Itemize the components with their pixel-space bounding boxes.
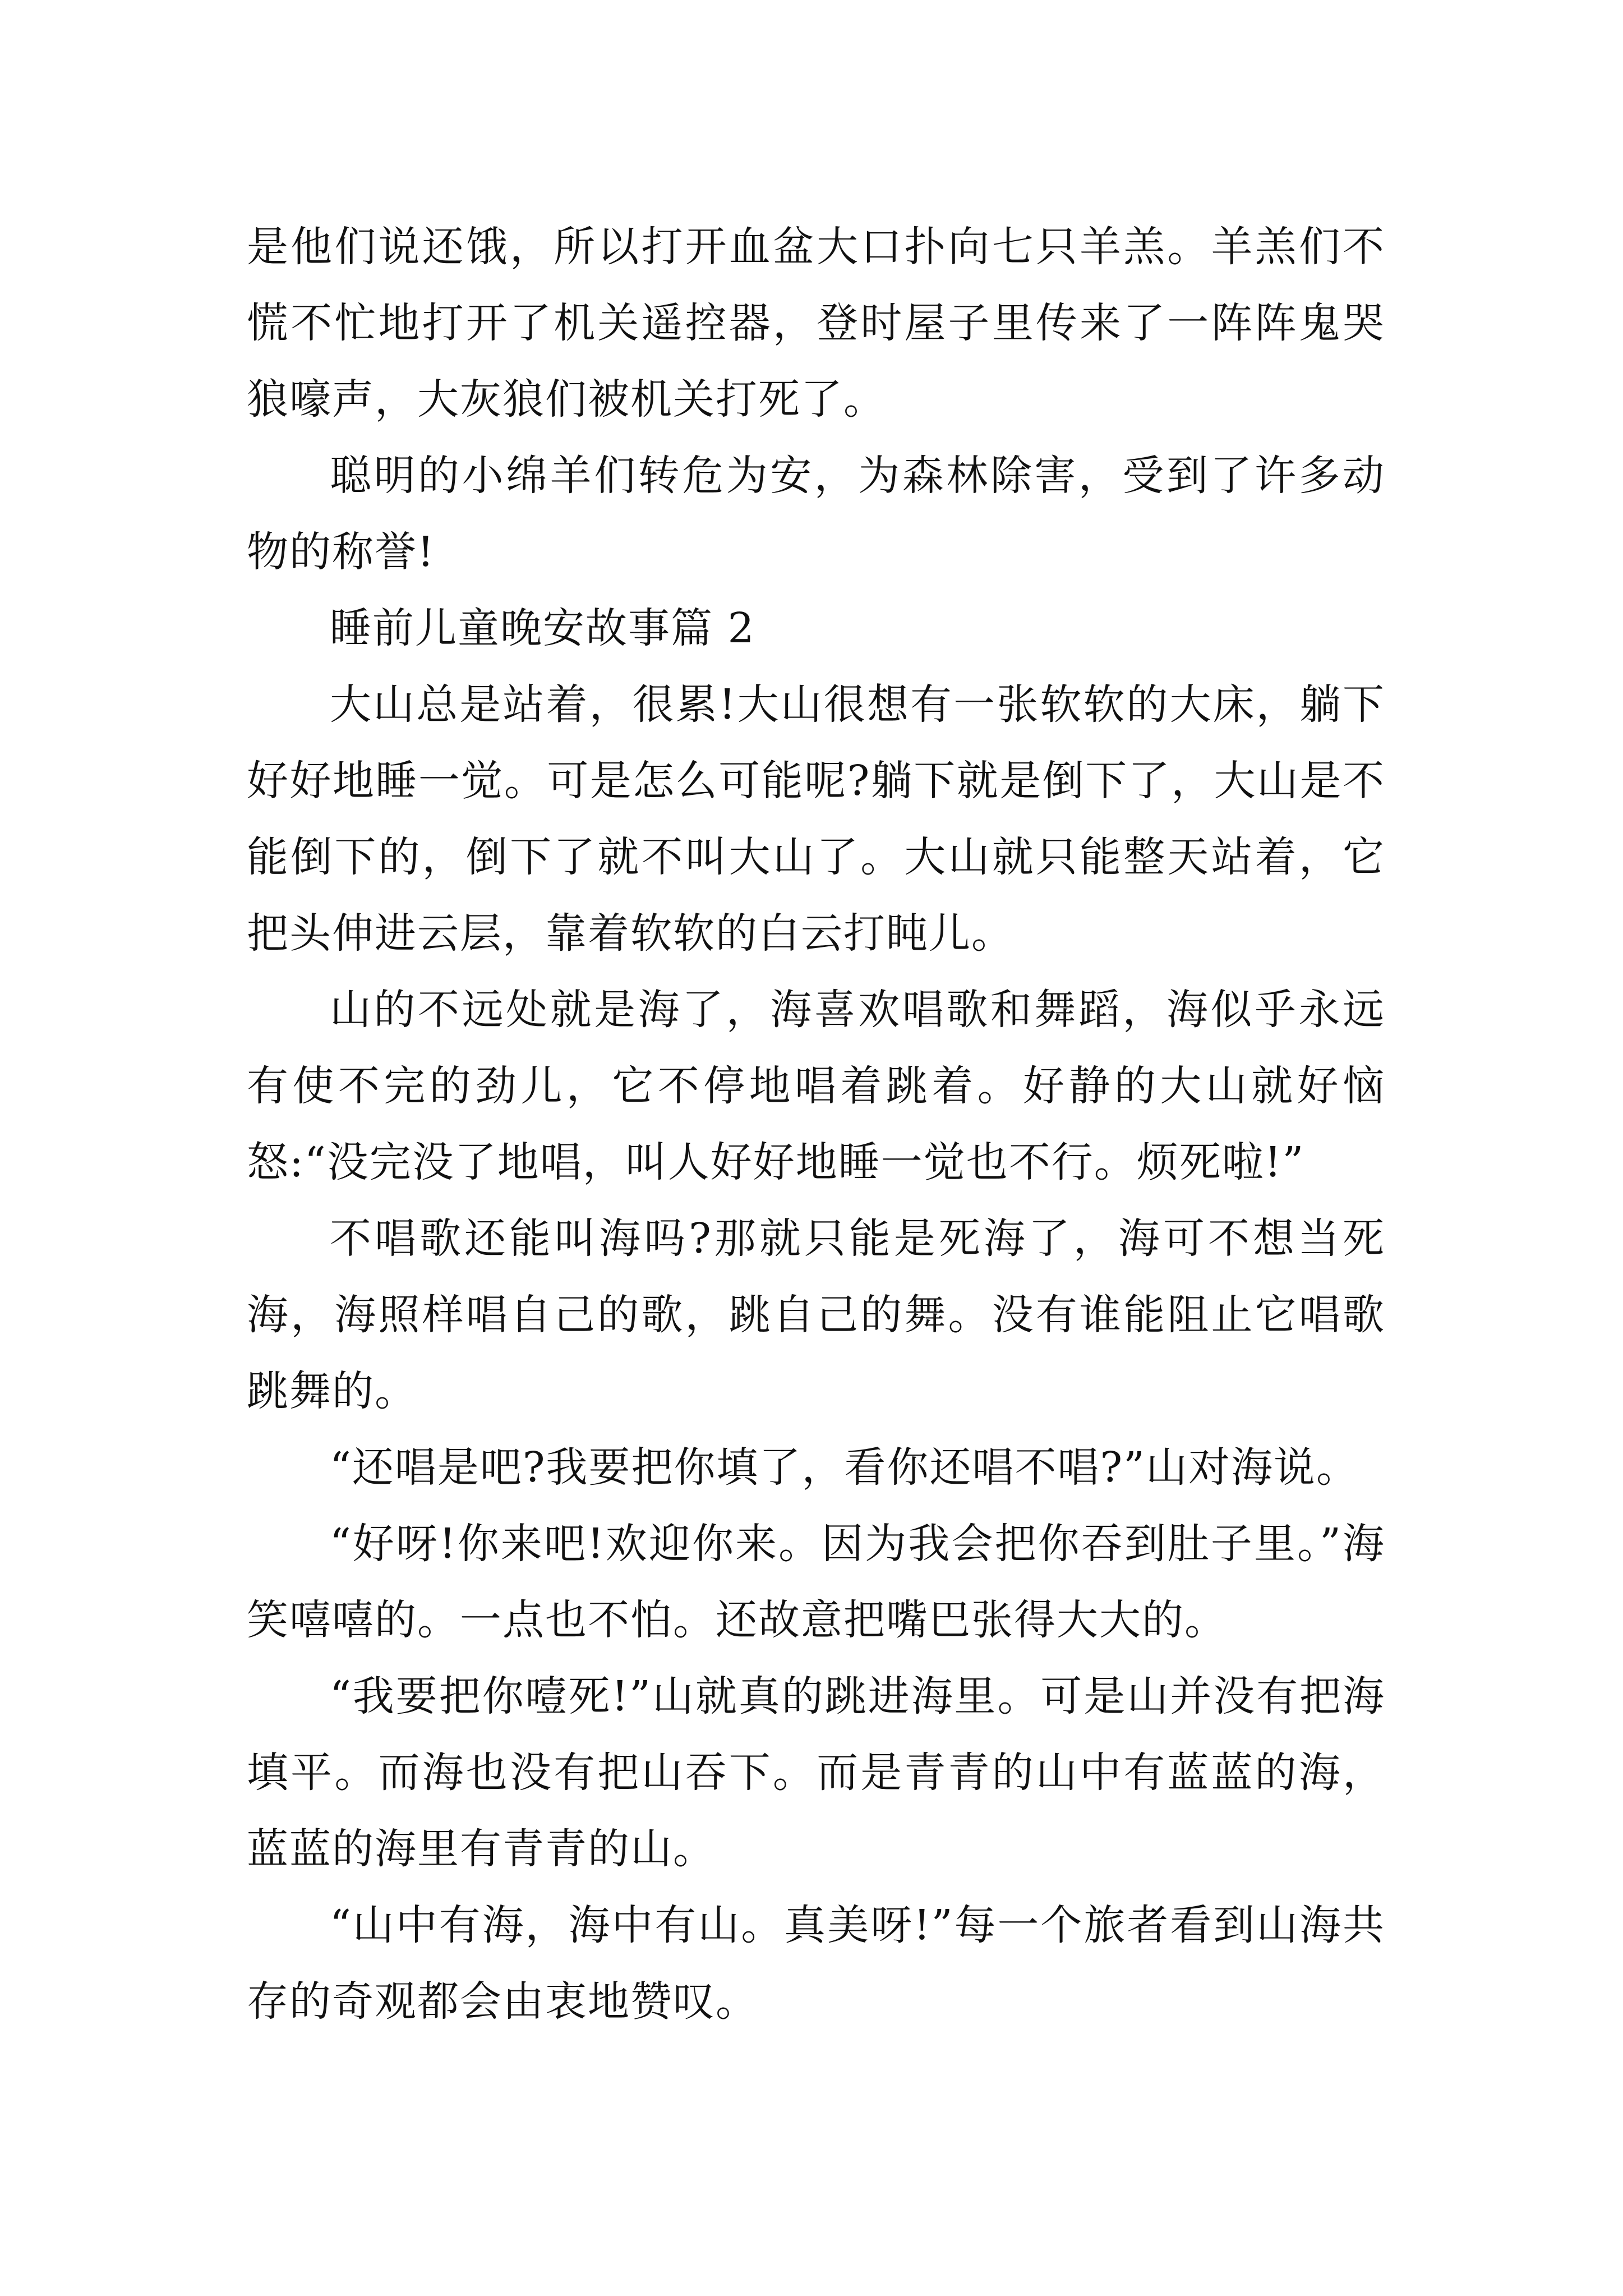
paragraph-lambs-praised: 聪明的小绵羊们转危为安，为森林除害，受到了许多动物的称誉! bbox=[247, 452, 1385, 576]
story-title-2: 睡前儿童晚安故事篇 2 bbox=[330, 604, 755, 652]
paragraph-mountain-threat: “还唱是吧?我要把你填了，看你还唱不唱?”山对海说。 bbox=[330, 1443, 1359, 1492]
paragraph-mountain-tired: 大山总是站着，很累!大山很想有一张软软的大床，躺下好好地睡一觉。可是怎么可能呢?躺下就是倒下了，大山是不能倒下的，倒下了就不叫大山了。大山就只能整天站着，它把头伸进云层，靠着软软的白云打盹儿。 bbox=[247, 680, 1385, 958]
paragraph-sea-reply: “好呀!你来吧!欢迎你来。因为我会把你吞到肚子里。”海笑嘻嘻的。一点也不怕。还故意把嘴巴张得大大的。 bbox=[247, 1520, 1385, 1644]
paragraph-sea-keeps-singing: 不唱歌还能叫海吗?那就只能是死海了，海可不想当死海，海照样唱自己的歌，跳自己的舞。没有谁能阻止它唱歌跳舞的。 bbox=[247, 1214, 1385, 1415]
paragraph-mountain-jumps: “我要把你噎死!”山就真的跳进海里。可是山并没有把海填平。而海也没有把山吞下。而是青青的山中有蓝蓝的海，蓝蓝的海里有青青的山。 bbox=[247, 1672, 1385, 1873]
paragraph-sea-sings: 山的不远处就是海了，海喜欢唱歌和舞蹈，海似乎永远有使不完的劲儿，它不停地唱着跳着。好静的大山就好恼怒:“没完没了地唱，叫人好好地睡一觉也不行。烦死啦!” bbox=[247, 986, 1385, 1186]
paragraph-travelers-admire: “山中有海，海中有山。真美呀!”每一个旅者看到山海共存的奇观都会由衷地赞叹。 bbox=[247, 1901, 1385, 2026]
document-body bbox=[247, 209, 1385, 2040]
paragraph-wolves-killed: 是他们说还饿，所以打开血盆大口扑向七只羊羔。羊羔们不慌不忙地打开了机关遥控器，登时屋子里传来了一阵阵鬼哭狼嚎声，大灰狼们被机关打死了。 bbox=[247, 223, 1385, 424]
